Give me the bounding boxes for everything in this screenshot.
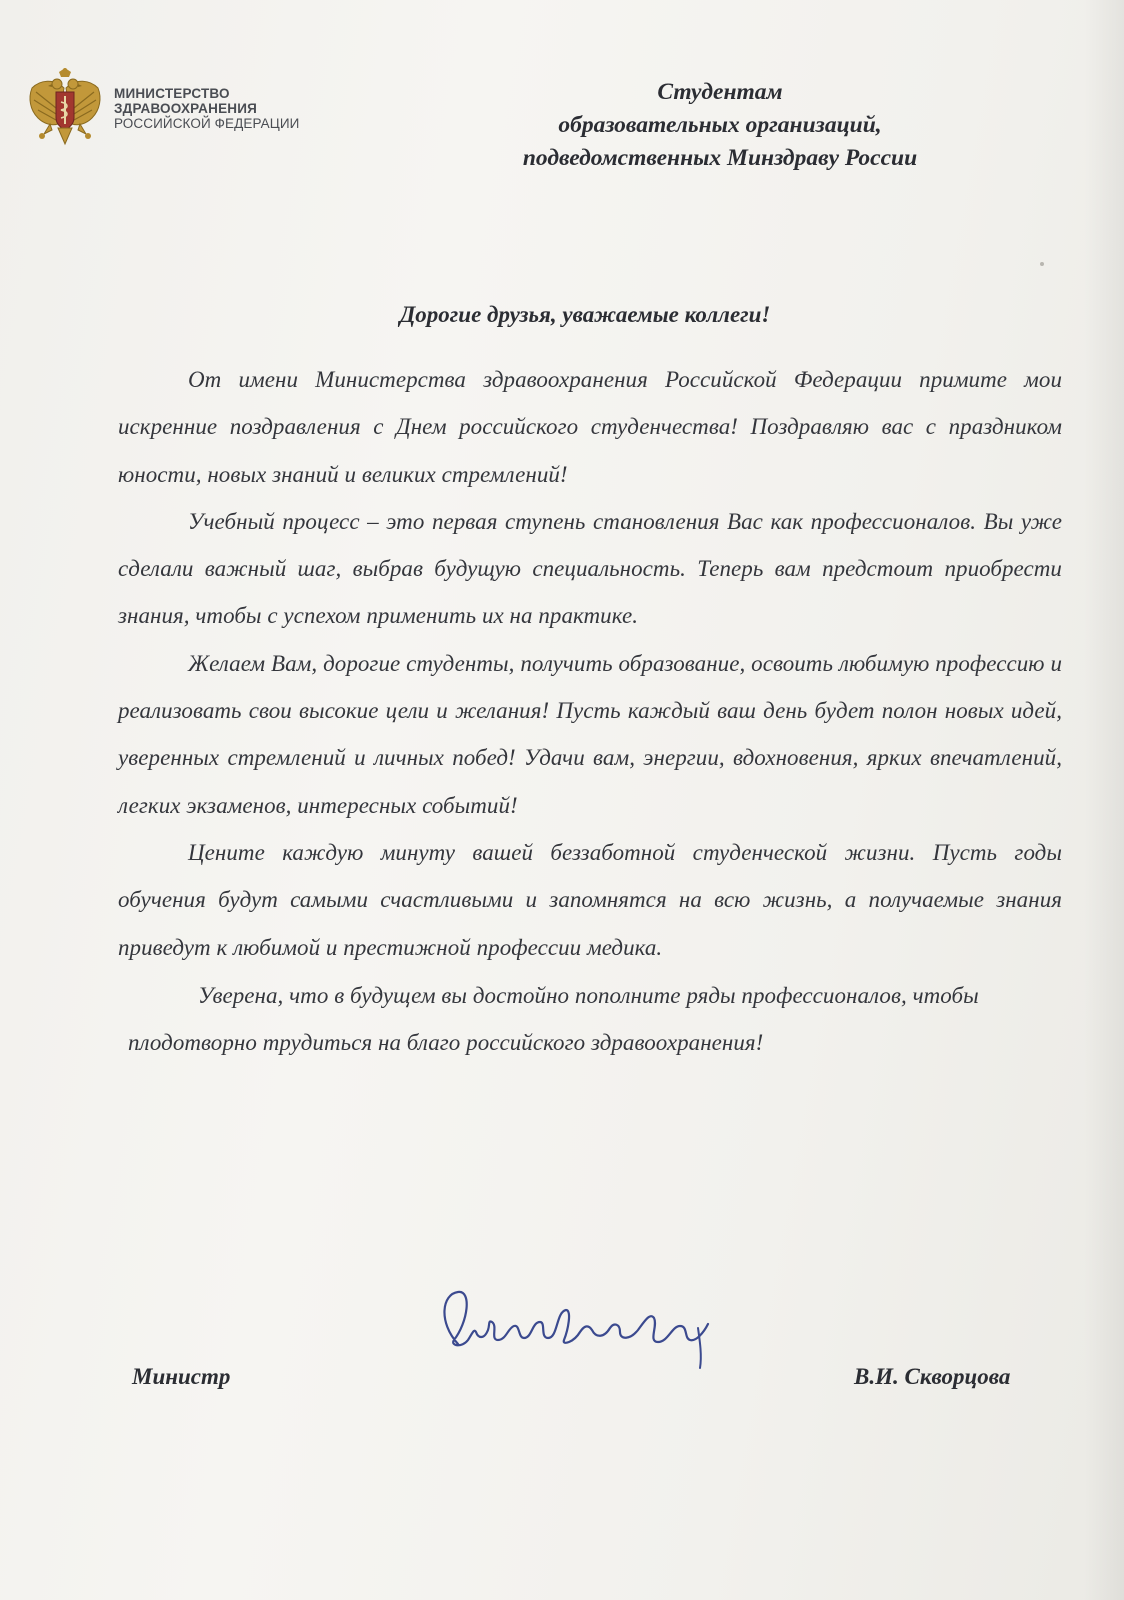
paragraph-1: От имени Министерства здравоохранения Российской Федерации примите мои искренние поздравления с Днем российского студенчества! Поздравляю вас с праздником юности, новых знаний и великих стремлений! [118,367,1062,487]
signatory-title: Министр [132,1364,231,1389]
letter-body [118,356,1062,1066]
letterhead [26,68,346,158]
ministry-name-line-1: МИНИСТЕРСТВО [114,86,230,101]
salutation: Дорогие друзья, уважаемые коллеги! [399,302,771,327]
addressee-line-3: подведомственных Минздраву России [522,145,918,171]
handwritten-signature-icon [428,1282,738,1392]
paragraph-2: Учебный процесс – это первая ступень становления Вас как профессионалов. Вы уже сделали важный шаг, выбрав будущую специальность. Теперь вам предстоит приобрести знания, чтобы с успехом применить их на практике. [118,508,1062,629]
paragraph-3: Желаем Вам, дорогие студенты, получить образование, освоить любимую профессию и реализовать свои высокие цели и желания! Пусть каждый ваш день будет полон новых идей, уверенных стремлений и личных побед! Удачи вам, энергии, вдохновения, ярких впечатлений, легких экзаменов, интересных событий! [118,650,1062,818]
addressee-block [470,76,970,175]
addressee-line-1: Студентам [657,79,783,105]
ministry-name-line-3: РОССИЙСКОЙ ФЕДЕРАЦИИ [114,116,300,131]
paper-speck [1040,262,1044,266]
paragraph-5: Уверена, что в будущем вы достойно пополните ряды профессионалов, чтобы плодотворно трудиться на благо российского здравоохранения! [128,982,979,1056]
addressee-line-2: образовательных организаций, [558,112,882,138]
ministry-name [114,86,299,131]
paragraph-4: Цените каждую минуту вашей беззаботной студенческой жизни. Пусть годы обучения будут самыми счастливыми и запомнятся на всю жизнь, а получаемые знания приведут к любимой и престижной профессии медика. [118,839,1062,960]
double-headed-eagle-emblem-icon [26,68,104,152]
ministry-name-line-2: ЗДРАВООХРАНЕНИЯ [114,101,258,116]
signatory-name: В.И. Скворцова [854,1364,1011,1389]
